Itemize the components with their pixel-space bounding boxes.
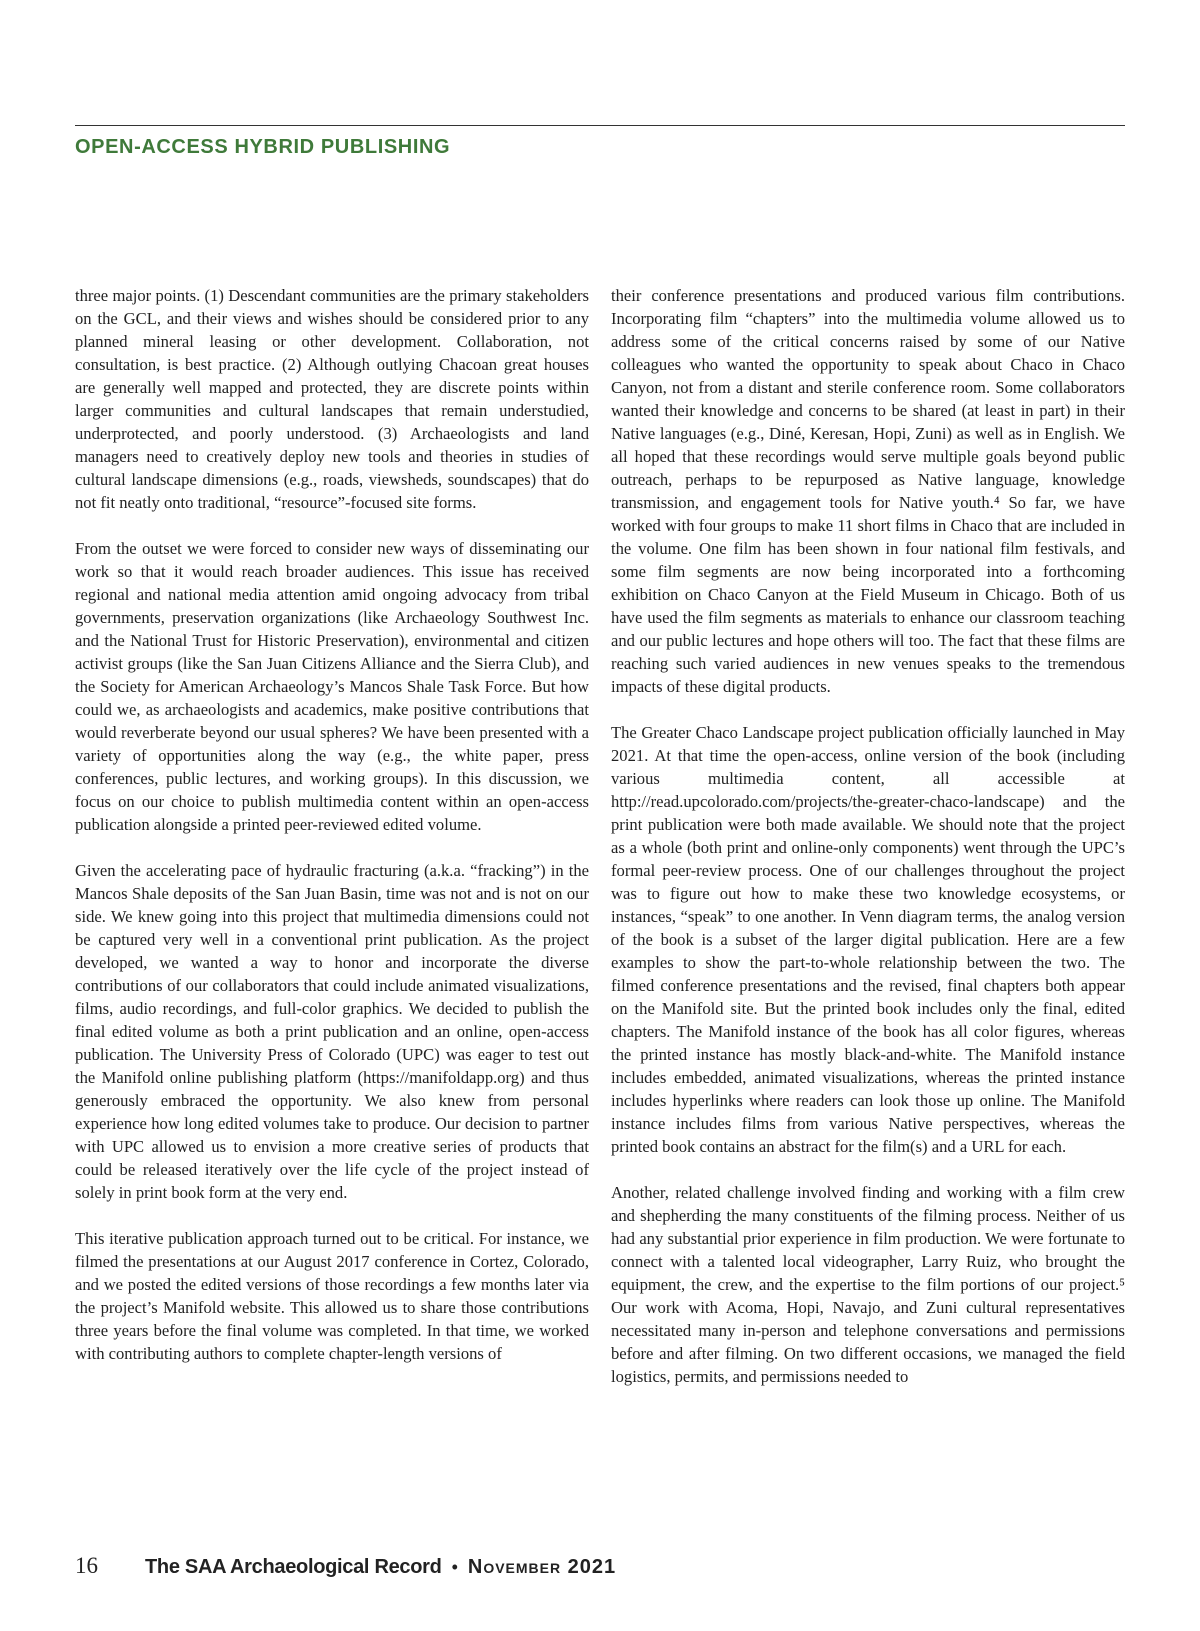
right-column xyxy=(611,284,1125,1411)
header-rule xyxy=(75,125,1125,126)
paragraph: their conference presentations and produced various film contributions. Incorporating film “chapters” into the multimedia volume allowed us to address some of the critical concerns raised by some of our Native colleagues who wanted the opportunity to speak about Chaco in Chaco Canyon, not from a distant and sterile conference room. Some collaborators wanted their knowledge and concerns to be shared (at least in part) in their Native languages (e.g., Diné, Keresan, Hopi, Zuni) as well as in English. We all hoped that these recordings would serve multiple goals beyond public outreach, perhaps to be repurposed as Native language, knowledge transmission, and engagement tools for Native youth.⁴ So far, we have worked with four groups to make 11 short films in Chaco that are included in the volume. One film has been shown in four national film festivals, and some film segments are now being incorporated into a forthcoming exhibition on Chaco Canyon at the Field Museum in Chicago. Both of us have used the film segments as materials to enhance our classroom teaching and our public lectures and hope others will too. The fact that these films are reaching such varied audiences in new venues speaks to the tremendous impacts of these digital products. xyxy=(611,286,1125,696)
issue-date: November 2021 xyxy=(467,1556,617,1578)
paragraph: The Greater Chaco Landscape project publication officially launched in May 2021. At that time the open-access, online version of the book (including various multimedia content, all accessible at http://read.upcolorado.com/projects/the-greater-chaco-landscape) and the print publication were both made available. We should note that the project as a whole (both print and online-only components) went through the UPC’s formal peer-review process. One of our challenges throughout the project was to figure out how to make these two knowledge ecosystems, or instances, “speak” to one another. In Venn diagram terms, the analog version of the book is a subset of the larger digital publication. Here are a few examples to show the part-to-whole relationship between the two. The filmed conference presentations and the revised, final chapters both appear on the Manifold site. But the printed book includes only the final, edited chapters. The Manifold instance of the book has all color figures, whereas the printed instance has mostly black-and-white. The Manifold instance includes embedded, animated visualizations, whereas the printed instance includes hyperlinks where readers can look those up online. The Manifold instance includes films from various Native perspectives, whereas the printed book contains an abstract for the film(s) and a URL for each. xyxy=(611,723,1125,1156)
paragraph: This iterative publication approach turned out to be critical. For instance, we filmed the presentations at our August 2017 conference in Cortez, Colorado, and we posted the edited versions of those recordings a few months later via the project’s Manifold website. This allowed us to share those contributions three years before the final volume was completed. In that time, we worked with contributing authors to complete chapter-length versions of xyxy=(75,1229,589,1363)
footer-separator: • xyxy=(451,1557,458,1577)
left-column xyxy=(75,284,589,1388)
page-number: 16 xyxy=(75,1553,98,1578)
paragraph: three major points. (1) Descendant communities are the primary stakeholders on the GCL, and their views and wishes should be considered prior to any planned mineral leasing or other development. Collaboration, not consultation, is best practice. (2) Although outlying Chacoan great houses are generally well mapped and protected, they are discrete points within larger communities and cultural landscapes that remain understudied, underprotected, and poorly understood. (3) Archaeologists and land managers need to creatively deploy new tools and theories in studies of cultural landscape dimensions (e.g., roads, viewsheds, soundscapes) that do not fit neatly onto traditional, “resource”-focused site forms. xyxy=(75,286,589,512)
section-title: OPEN-ACCESS HYBRID PUBLISHING xyxy=(75,136,451,158)
journal-title: The SAA Archaeological Record xyxy=(145,1556,442,1578)
paragraph: From the outset we were forced to consider new ways of disseminating our work so that it would reach broader audiences. This issue has received regional and national media attention amid ongoing advocacy from tribal governments, preservation organizations (like Archaeology Southwest Inc. and the National Trust for Historic Preservation), environmental and citizen activist groups (like the San Juan Citizens Alliance and the Sierra Club), and the Society for American Archaeology’s Mancos Shale Task Force. But how could we, as archaeologists and academics, make positive contributions that would reverberate beyond our usual spheres? We have been presented with a variety of opportunities along the way (e.g., the white paper, press conferences, public lectures, and working groups). In this discussion, we focus on our choice to publish multimedia content within an open-access publication alongside a printed peer-reviewed edited volume. xyxy=(75,539,589,834)
paragraph: Given the accelerating pace of hydraulic fracturing (a.k.a. “fracking”) in the Mancos Shale deposits of the San Juan Basin, time was not and is not on our side. We knew going into this project that multimedia dimensions could not be captured very well in a conventional print publication. As the project developed, we wanted a way to honor and incorporate the diverse contributions of our collaborators that could include animated visualizations, films, audio recordings, and full-color graphics. We decided to publish the final edited volume as both a print publication and an online, open-access publication. The University Press of Colorado (UPC) was eager to test out the Manifold online publishing platform (https://manifoldapp.org) and thus generously embraced the opportunity. We also knew from personal experience how long edited volumes take to produce. Our decision to partner with UPC allowed us to envision a more creative series of products that could be released iteratively over the life cycle of the project instead of solely in print book form at the very end. xyxy=(75,861,589,1202)
page-footer xyxy=(75,1553,616,1583)
paragraph: Another, related challenge involved finding and working with a film crew and shepherding the many constituents of the filming process. Neither of us had any substantial prior experience in film production. We were fortunate to connect with a talented local videographer, Larry Ruiz, who brought the equipment, the crew, and the expertise to the film portions of our project.⁵ Our work with Acoma, Hopi, Navajo, and Zuni cultural representatives necessitated many in-person and telephone conversations and permissions before and after filming. On two different occasions, we managed the field logistics, permits, and permissions needed to xyxy=(611,1183,1125,1386)
